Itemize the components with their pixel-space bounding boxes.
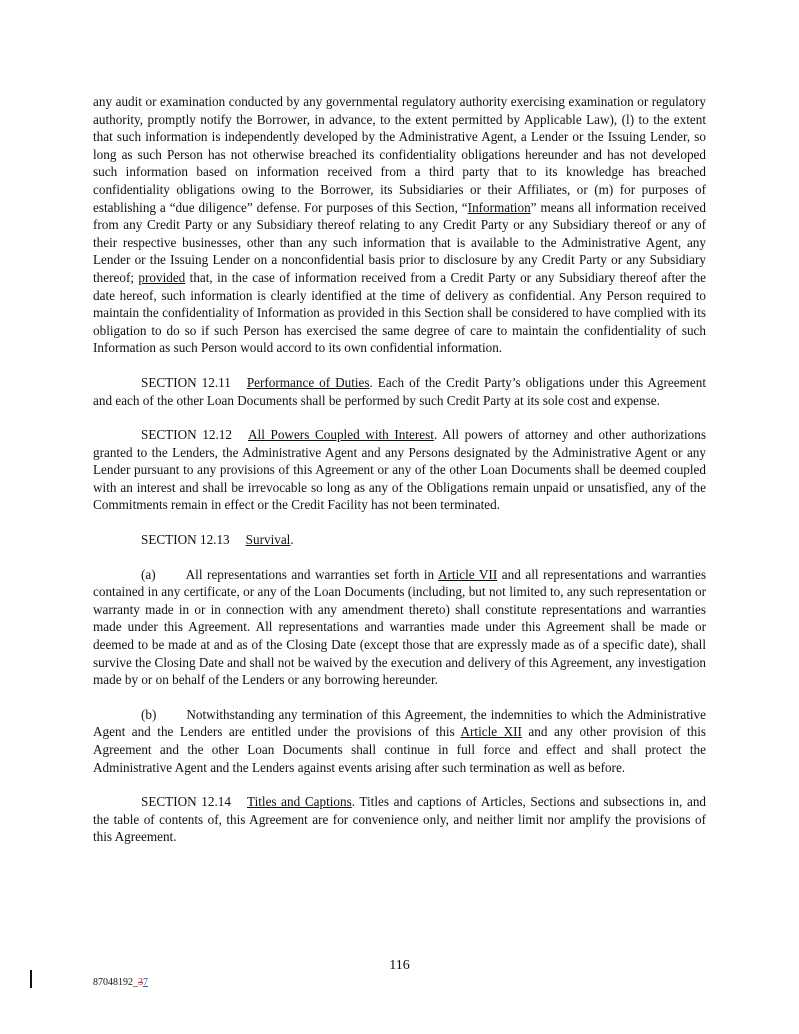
text-segment: ” means all information received from any Credit Party or any Subsidiary thereof relating to any Credit Party or any Subsidiary thereof or any of their respective businesses, other than any such information that is available to the Administrative Agent, any Lender or the Issuing Lender on a nonconfidential basis prior to disclosure by any Credit Party or any Subsidiary thereof; [93, 199, 706, 285]
clause-label: (b) [141, 706, 157, 722]
section-number: SECTION 12.13 [141, 532, 230, 548]
section-12-14 [93, 793, 706, 846]
section-body: . [290, 532, 294, 548]
section-number: SECTION 12.11 [141, 374, 231, 390]
clause-a [93, 566, 706, 689]
revision-change-bar [30, 970, 32, 988]
document-body [93, 93, 706, 863]
defined-term-information: Information [467, 199, 531, 215]
text-segment: All representations and warranties set forth in [185, 566, 438, 582]
article-reference: Article XII [460, 724, 522, 740]
text-segment: that, in the case of information received from a Credit Party or any Subsidiary thereof after the date hereof, such information is clearly identified at the time of delivery as confidential. Any Person required to maintain the confidentiality of Information as provided in this Section shall be considered to have complied with its obligation to do so if such Person has exercised the same degree of care to maintain the confidentiality of such Information as such Person would accord to its own confidential information. [93, 269, 706, 356]
section-number: SECTION 12.12 [141, 427, 232, 443]
paragraph-confidentiality [93, 93, 706, 357]
text-segment: and all representations and warranties contained in any certificate, or any of the Loan Documents (including, but not limited to, any such representation or warranty made in or in connection with any amendment thereto) shall constitute representations and warranties made under this Agreement. All representations and warranties made under this Agreement shall be made or deemed to be made at and as of the Closing Date (except those that are expressly made as of a specific date), shall survive the Closing Date and shall not be waived by the execution and delivery of this Agreement, any investigation made by or on behalf of the Lenders or any borrowing hereunder. [93, 566, 707, 688]
section-body: . All powers of attorney and other authorizations granted to the Lenders, the Administrative Agent and any Persons designated by the Administrative Agent or any Lender pursuant to any provisions of this Agreement or any of the other Loan Documents shall be deemed coupled with an interest and shall be irrevocable so long as any of the Obligations remain unpaid or unsatisfied, any of the Commitments remain in effect or the Credit Facility has not been terminated. [93, 427, 706, 513]
inserted-version: 7 [143, 977, 148, 988]
clause-b [93, 706, 706, 776]
section-body: . Each of the Credit Party’s obligations under this Agreement and each of the other Loan Documents shall be performed by such Credit Party at its sole cost and expense. [93, 374, 706, 408]
section-body: . Titles and captions of Articles, Sections and subsections in, and the table of contents of, this Agreement are for convenience only, and neither limit nor amplify the provisions of this Agreement. [93, 794, 707, 845]
section-heading: Performance of Duties [246, 374, 370, 390]
section-12-13 [93, 531, 706, 549]
deleted-version: 3 [138, 977, 143, 988]
section-heading: Titles and Captions [246, 794, 352, 810]
document-id-base: 87048192_ [93, 977, 138, 988]
text-segment: any audit or examination conducted by any governmental regulatory authority exercising examination or regulatory authority, promptly notify the Borrower, in advance, to the extent permitted by Applicable Law), (l) to the extent that such information is independently developed by the Administrative Agent, a Lender or the Issuing Lender, so long as such Person has not otherwise breached its confidentiality obligations hereunder and has not developed such information based on information received from a third party that to its knowledge has breached confidentiality obligations owing to the Borrower, its Subsidiaries or their Affiliates, or (m) for purposes of establishing a “due diligence” defense. For purposes of this Section, “ [93, 94, 706, 215]
section-number: SECTION 12.14 [141, 794, 231, 810]
text-segment: Notwithstanding any termination of this Agreement, the indemnities to which the Administrative Agent and the Lenders are entitled under the provisions of this [93, 706, 706, 740]
section-heading: All Powers Coupled with Interest [248, 427, 434, 443]
article-reference: Article VII [437, 566, 498, 582]
text-segment: and any other provision of this Agreement and the other Loan Documents shall continue in full force and effect and shall protect the Administrative Agent and the Lenders against events arising after such termination as well as before. [93, 724, 707, 775]
page-number: 116 [389, 958, 410, 973]
provided-term: provided [138, 269, 186, 285]
section-12-12 [93, 426, 706, 514]
section-heading: Survival [245, 532, 291, 548]
clause-label: (a) [141, 566, 156, 582]
document-id [93, 977, 148, 988]
section-12-11 [93, 374, 706, 409]
